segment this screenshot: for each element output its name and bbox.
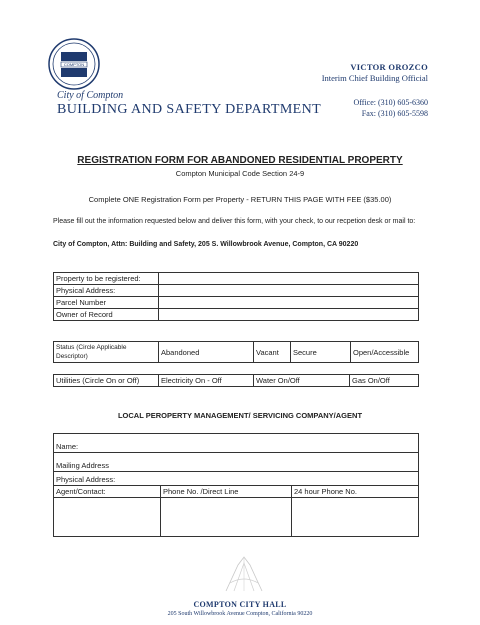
status-option-abandoned[interactable]: Abandoned — [159, 342, 254, 363]
official-title: Interim Chief Building Official — [321, 73, 428, 83]
status-option-secure[interactable]: Secure — [291, 342, 351, 363]
property-table — [53, 272, 419, 321]
table-row — [54, 434, 419, 453]
fax-number: Fax: (310) 605-5598 — [361, 109, 428, 118]
agent-table — [53, 433, 419, 537]
form-title: REGISTRATION FORM FOR ABANDONED RESIDENTIAL PROPERTY — [77, 155, 403, 166]
status-table — [53, 341, 419, 363]
utilities-table — [53, 374, 419, 387]
property-input[interactable] — [159, 273, 419, 285]
table-row — [54, 309, 419, 321]
agent-24hr-phone-label: 24 hour Phone No. — [292, 486, 419, 498]
table-row — [54, 453, 419, 472]
city-seal-icon — [48, 38, 100, 90]
city-line: City of Compton — [57, 90, 124, 101]
utility-water[interactable]: Water On/Off — [254, 375, 350, 387]
physical-address-input[interactable] — [159, 285, 419, 297]
agent-physical-field[interactable]: Physical Address: — [54, 472, 419, 486]
office-phone: Office: (310) 605-6360 — [353, 98, 428, 107]
table-row — [54, 498, 419, 537]
owner-label: Owner of Record — [54, 309, 159, 321]
table-row — [54, 472, 419, 486]
department-heading — [57, 90, 321, 118]
utility-electricity[interactable]: Electricity On - Off — [159, 375, 254, 387]
utility-gas[interactable]: Gas On/Off — [350, 375, 419, 387]
mailing-address: City of Compton, Attn: Building and Safety, 205 S. Willowbrook Avenue, Compton, CA 90220 — [53, 241, 359, 248]
seal-text: COMPTON — [63, 62, 85, 67]
agent-phone-label: Phone No. /Direct Line — [161, 486, 292, 498]
building-emblem-icon — [220, 553, 268, 595]
table-row — [54, 297, 419, 309]
agent-mailing-field[interactable]: Mailing Address — [54, 453, 419, 472]
instruction-delivery: Please fill out the information requested below and deliver this form, with your check, to our recpetion desk or mail to: — [53, 218, 416, 225]
agent-24hr-phone-input[interactable] — [292, 498, 419, 537]
contact-block — [354, 97, 429, 119]
table-row — [54, 285, 419, 297]
status-option-vacant[interactable]: Vacant — [254, 342, 291, 363]
agent-section-title: LOCAL PEROPERTY MANAGEMENT/ SERVICING COMPANY/AGENT — [117, 411, 363, 420]
physical-address-label: Physical Address: — [54, 285, 159, 297]
official-block — [322, 62, 428, 84]
parcel-number-label: Parcel Number — [54, 297, 159, 309]
table-row — [54, 375, 419, 387]
official-name: VICTOR OROZCO — [350, 62, 428, 72]
footer-address: 205 South Willowbrook Avenue Compton, California 90220 — [167, 611, 313, 617]
status-option-open[interactable]: Open/Accessible — [351, 342, 419, 363]
agent-name-field[interactable]: Name: — [54, 434, 419, 453]
status-label: Status (Circle Applicable Descriptor) — [54, 342, 159, 363]
table-row — [54, 342, 419, 363]
owner-input[interactable] — [159, 309, 419, 321]
property-label: Property to be registered: — [54, 273, 159, 285]
footer-title: COMPTON CITY HALL — [193, 600, 287, 609]
parcel-number-input[interactable] — [159, 297, 419, 309]
department-name: BUILDING AND SAFETY DEPARTMENT — [57, 102, 322, 117]
agent-contact-input[interactable] — [54, 498, 161, 537]
agent-contact-label: Agent/Contact: — [54, 486, 161, 498]
utilities-label: Utilities (Circle On or Off) — [54, 375, 159, 387]
agent-phone-input[interactable] — [161, 498, 292, 537]
instruction-fee: Complete ONE Registration Form per Property - RETURN THIS PAGE WITH FEE ($35.00) — [88, 195, 392, 204]
table-row — [54, 486, 419, 498]
form-subtitle: Compton Municipal Code Section 24-9 — [175, 169, 305, 178]
table-row — [54, 273, 419, 285]
